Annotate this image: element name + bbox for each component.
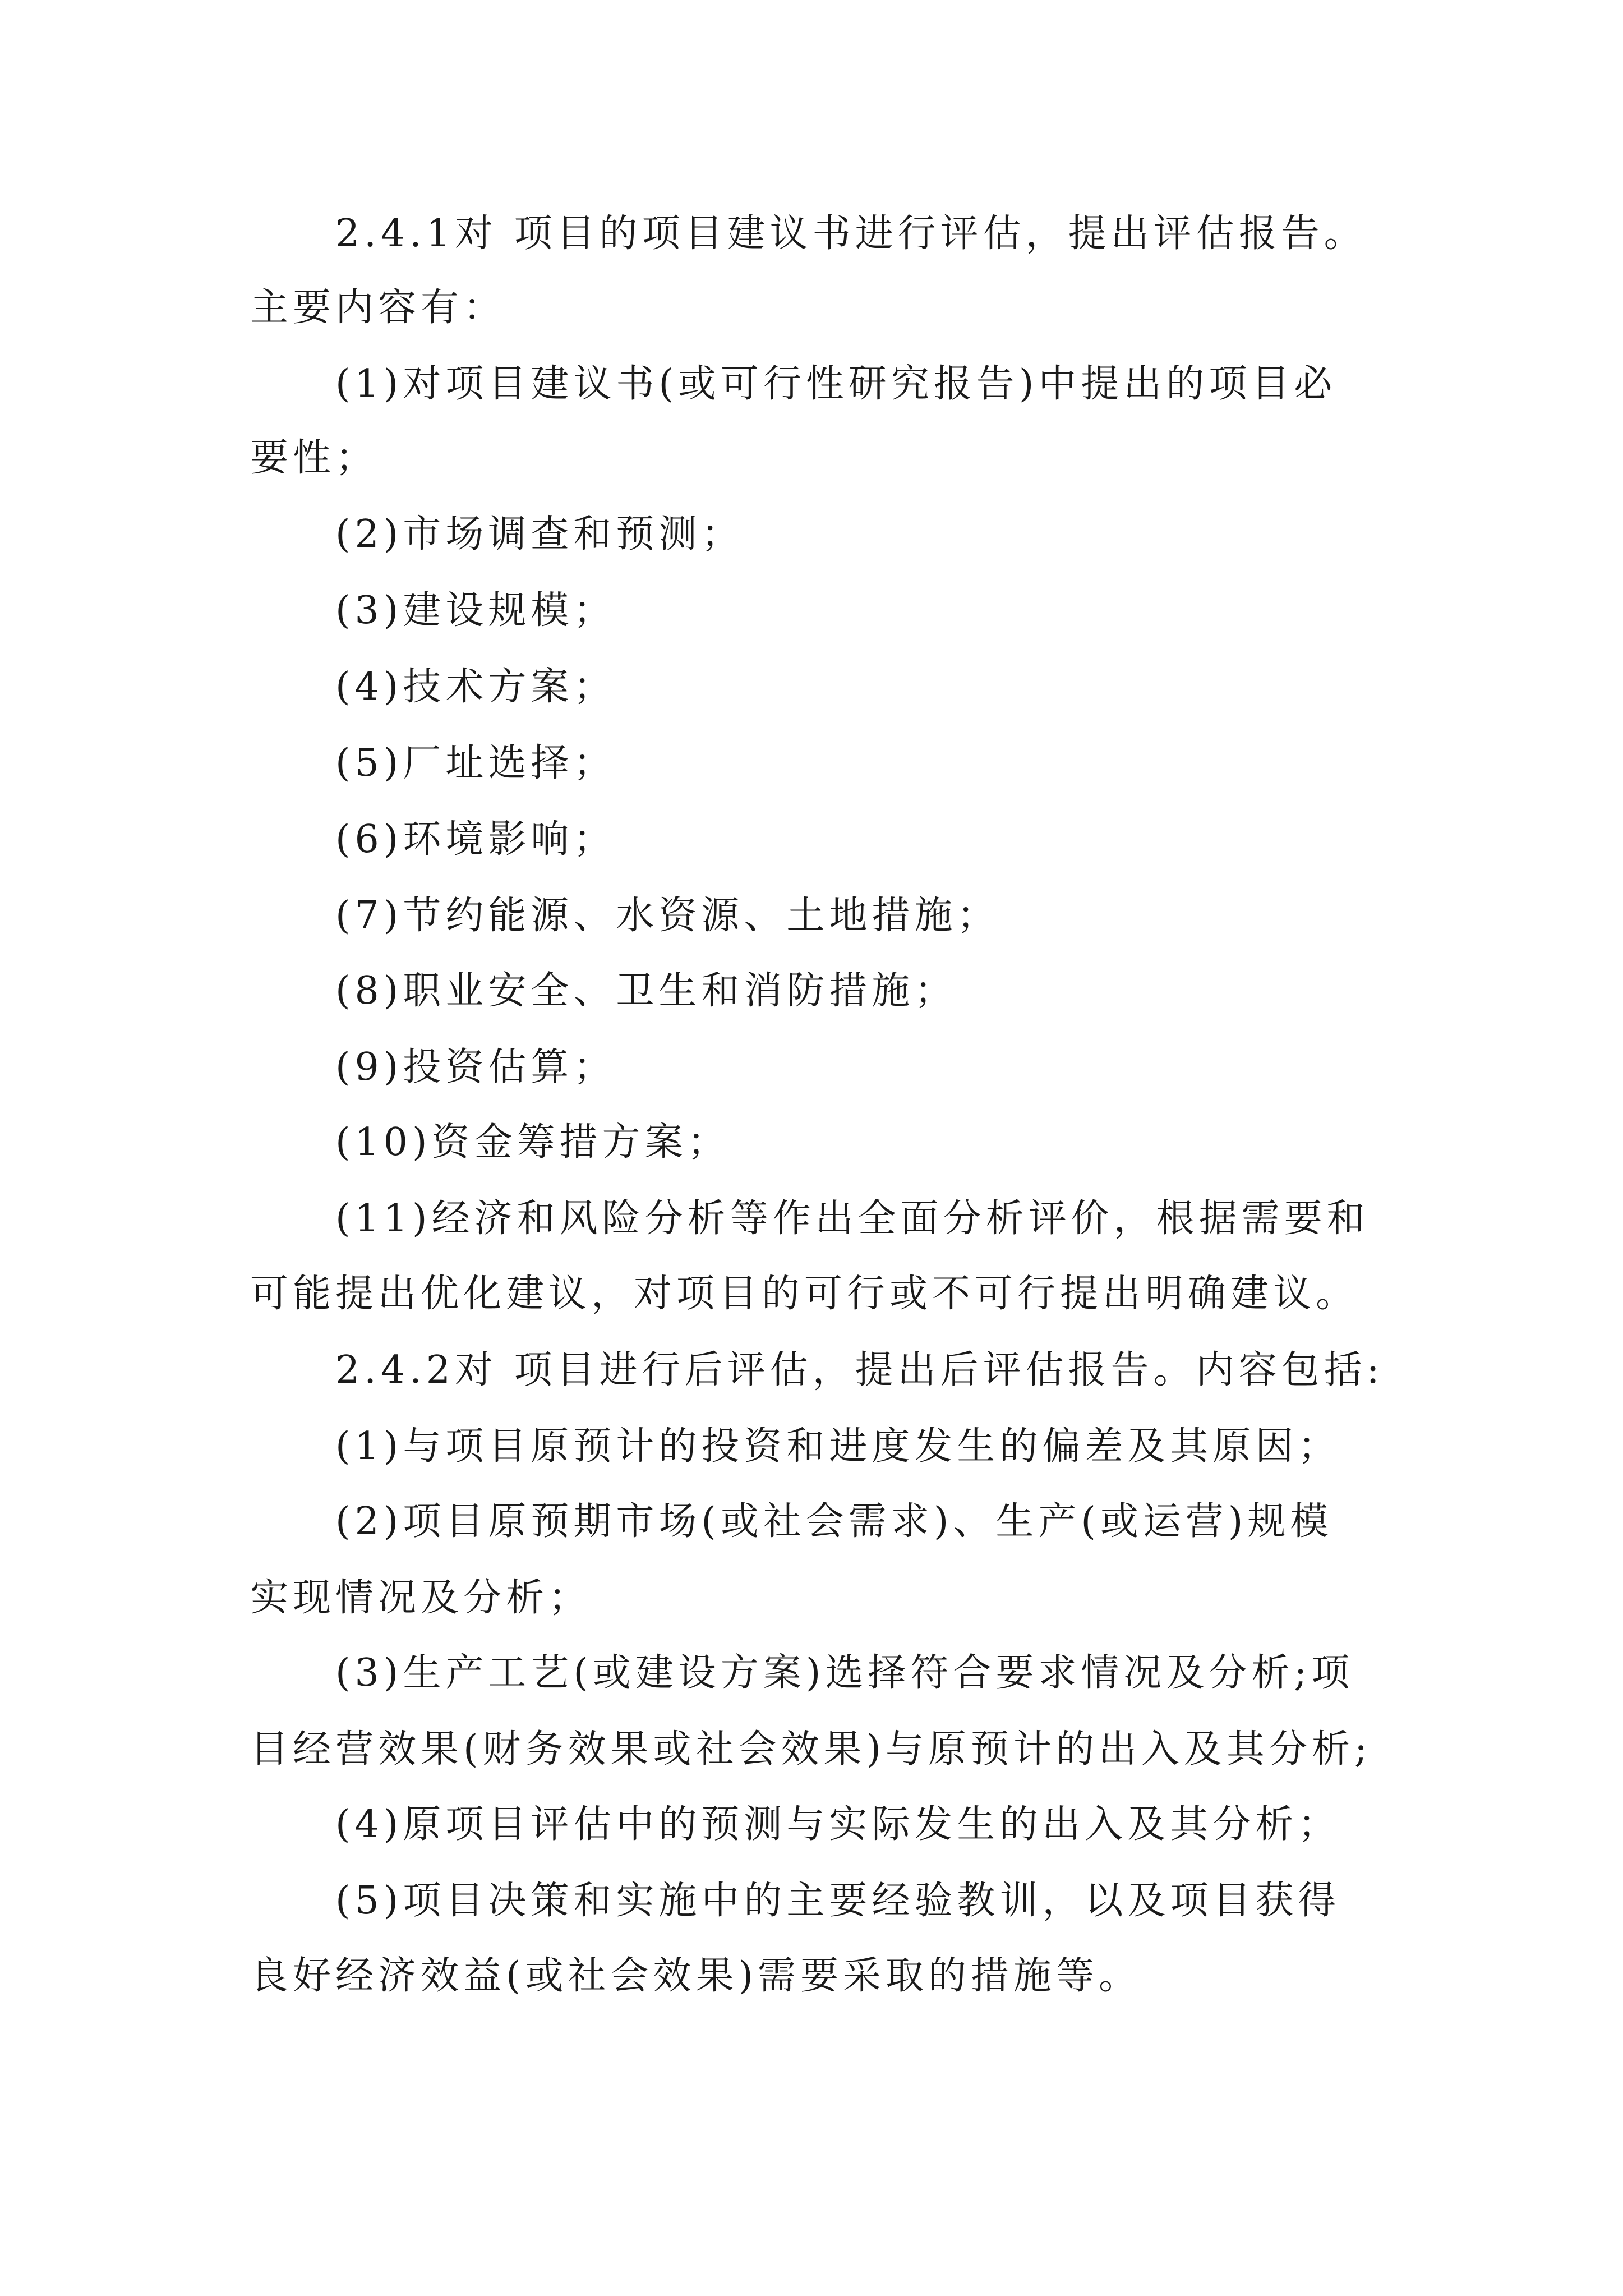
text-line-18: (2)项目原预期市场(或社会需求)、生产(或运营)规模 (335, 1499, 1333, 1544)
text-line-9: (6)环境影响； (335, 817, 616, 862)
text-line-13: (10)资金筹措方案； (335, 1120, 730, 1165)
text-line-16: 2.4.2对 项目进行后评估，提出后评估报告。内容包括: (335, 1348, 1384, 1392)
text-line-11: (8)职业安全、卫生和消防措施； (335, 969, 957, 1013)
text-line-6: (3)建设规模； (335, 588, 616, 633)
text-line-12: (9)投资估算； (335, 1045, 616, 1089)
text-line-20: (3)生产工艺(或建设方案)选择符合要求情况及分析;项 (335, 1651, 1354, 1695)
text-line-3: (1)对项目建议书(或可行性研究报告)中提出的项目必 (335, 362, 1337, 406)
text-line-23: (5)项目决策和实施中的主要经验教训，以及项目获得 (335, 1879, 1341, 1923)
text-line-24: 良好经济效益(或社会效果)需要采取的措施等。 (250, 1954, 1142, 1998)
text-line-21: 目经营效果(财务效果或社会效果)与原预计的出入及其分析; (250, 1727, 1372, 1772)
text-line-4: 要性； (250, 436, 379, 480)
text-line-22: (4)原项目评估中的预测与实际发生的出入及其分析； (335, 1802, 1341, 1847)
text-line-7: (4)技术方案； (335, 665, 616, 709)
text-line-14: (11)经济和风险分析等作出全面分析评价，根据需要和 (335, 1197, 1370, 1241)
text-line-17: (1)与项目原预计的投资和进度发生的偏差及其原因； (335, 1424, 1341, 1469)
text-line-10: (7)节约能源、水资源、土地措施； (335, 894, 1000, 938)
text-line-2: 主要内容有： (250, 286, 506, 330)
text-line-5: (2)市场调查和预测； (335, 512, 744, 556)
text-line-15: 可能提出优化建议，对项目的可行或不可行提出明确建议。 (250, 1272, 1359, 1316)
text-line-1: 2.4.1对 项目的项目建议书进行评估，提出评估报告。 (335, 211, 1367, 256)
text-line-8: (5)厂址选择； (335, 741, 616, 785)
text-line-19: 实现情况及分析； (250, 1576, 592, 1620)
